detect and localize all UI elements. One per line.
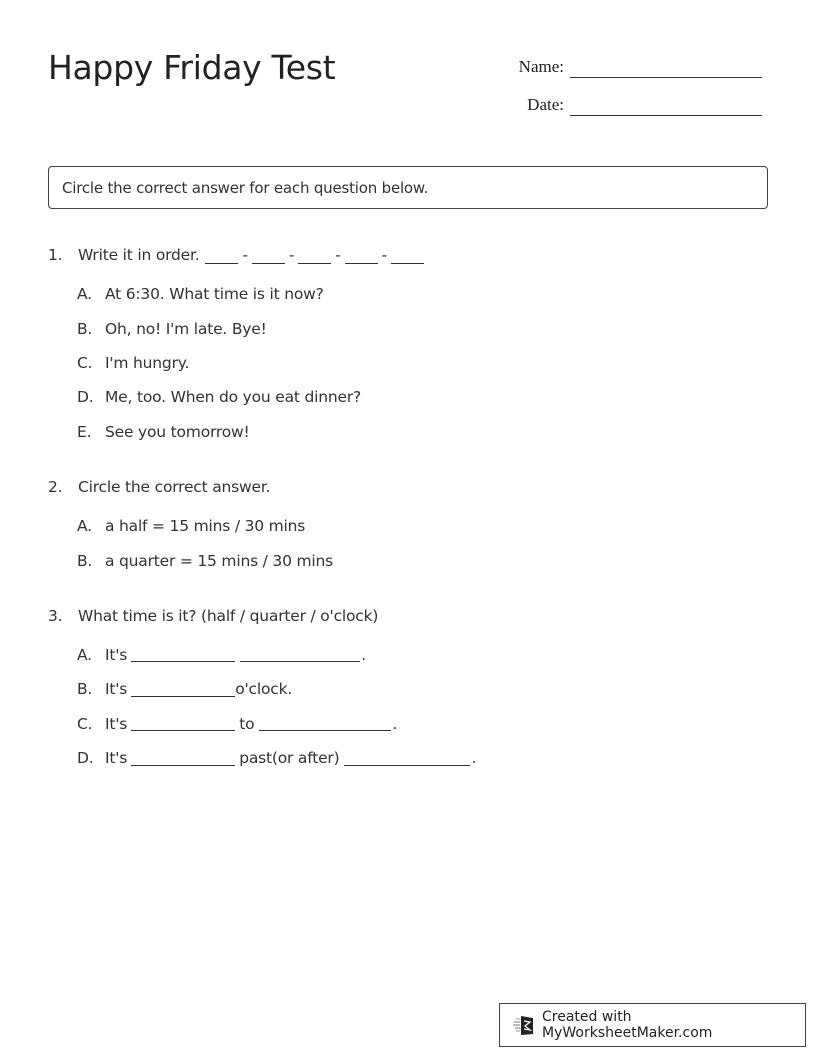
- date-label: Date:: [527, 95, 564, 114]
- option-letter: B.: [77, 680, 93, 699]
- footer-credit[interactable]: [499, 1003, 806, 1047]
- question-header: [48, 243, 768, 267]
- name-row: [500, 52, 768, 78]
- answer-blank[interactable]: [344, 751, 470, 766]
- option-text: Oh, no! I'm late. Bye!: [105, 319, 267, 338]
- option-letter: A.: [77, 645, 92, 664]
- option-letter: A.: [77, 517, 92, 536]
- option-d: [77, 741, 768, 775]
- options-list: [48, 509, 768, 578]
- option-b: [77, 672, 768, 706]
- option-middle: o'clock.: [235, 680, 293, 699]
- order-blank-4[interactable]: [345, 249, 378, 264]
- worksheet-maker-logo-icon: [513, 1014, 537, 1036]
- option-a: [77, 638, 768, 672]
- option-letter: C.: [77, 714, 93, 733]
- instructions-box: [48, 166, 768, 209]
- order-blank-1[interactable]: [205, 249, 238, 264]
- answer-blank[interactable]: [240, 647, 360, 662]
- option-letter: D.: [77, 388, 94, 407]
- option-c: [77, 707, 768, 741]
- option-letter: B.: [77, 319, 93, 338]
- question-3: [48, 604, 768, 776]
- option-letter: E.: [77, 422, 92, 441]
- option-prefix: It's: [105, 645, 128, 664]
- question-1: [48, 243, 768, 449]
- option-text: At 6:30. What time is it now?: [105, 285, 324, 304]
- instructions-text: Circle the correct answer for each question below.: [62, 178, 429, 197]
- footer-text: Created with MyWorksheetMaker.com: [542, 1009, 713, 1041]
- option-c[interactable]: [77, 346, 768, 380]
- option-middle: to: [239, 714, 255, 733]
- questions-list: [48, 243, 768, 801]
- blank-separator: -: [335, 246, 341, 264]
- answer-blank[interactable]: [131, 682, 235, 697]
- options-list: [48, 277, 768, 449]
- option-middle: past(or after): [239, 749, 340, 768]
- question-text: Circle the correct answer.: [78, 477, 271, 496]
- question-header: [48, 604, 768, 628]
- question-header: [48, 475, 768, 499]
- option-d[interactable]: [77, 380, 768, 414]
- option-a[interactable]: [77, 509, 768, 543]
- answer-blank[interactable]: [131, 647, 235, 662]
- question-2: [48, 475, 768, 578]
- option-letter: B.: [77, 551, 93, 570]
- option-suffix: .: [392, 714, 398, 733]
- option-text: I'm hungry.: [105, 353, 190, 372]
- order-blank-2[interactable]: [252, 249, 285, 264]
- question-number: 3.: [48, 606, 63, 625]
- question-text: What time is it? (half / quarter / o'clock): [78, 606, 379, 625]
- order-blank-5[interactable]: [391, 249, 424, 264]
- answer-blank[interactable]: [131, 716, 235, 731]
- option-b[interactable]: [77, 311, 768, 345]
- option-a[interactable]: [77, 277, 768, 311]
- question-number: 1.: [48, 246, 63, 264]
- option-letter: A.: [77, 285, 92, 304]
- question-text: Write it in order.: [78, 246, 200, 264]
- question-number: 2.: [48, 477, 63, 496]
- option-prefix: It's: [105, 680, 128, 699]
- option-suffix: .: [361, 645, 366, 664]
- option-text: Me, too. When do you eat dinner?: [105, 388, 362, 407]
- options-list: [48, 638, 768, 776]
- option-suffix: .: [471, 749, 477, 768]
- name-label: Name:: [518, 57, 564, 76]
- answer-blank[interactable]: [259, 716, 391, 731]
- option-e[interactable]: [77, 415, 768, 449]
- date-row: [500, 78, 768, 116]
- blank-separator: -: [242, 246, 248, 264]
- option-prefix: It's: [105, 714, 128, 733]
- blank-separator: -: [381, 246, 388, 264]
- option-prefix: It's: [105, 749, 128, 768]
- name-date-block: [500, 52, 768, 116]
- order-blank-3[interactable]: [298, 249, 331, 264]
- option-letter: C.: [77, 353, 93, 372]
- option-b[interactable]: [77, 543, 768, 577]
- page-title: Happy Friday Test: [48, 48, 336, 87]
- order-blanks: [204, 246, 425, 264]
- option-text: See you tomorrow!: [105, 422, 250, 441]
- name-field-line[interactable]: [570, 77, 762, 78]
- date-field-line[interactable]: [570, 115, 762, 116]
- option-text: a quarter = 15 mins / 30 mins: [105, 551, 333, 570]
- option-text: a half = 15 mins / 30 mins: [105, 517, 306, 536]
- answer-blank[interactable]: [131, 751, 235, 766]
- option-letter: D.: [77, 749, 94, 768]
- blank-separator: -: [288, 246, 295, 264]
